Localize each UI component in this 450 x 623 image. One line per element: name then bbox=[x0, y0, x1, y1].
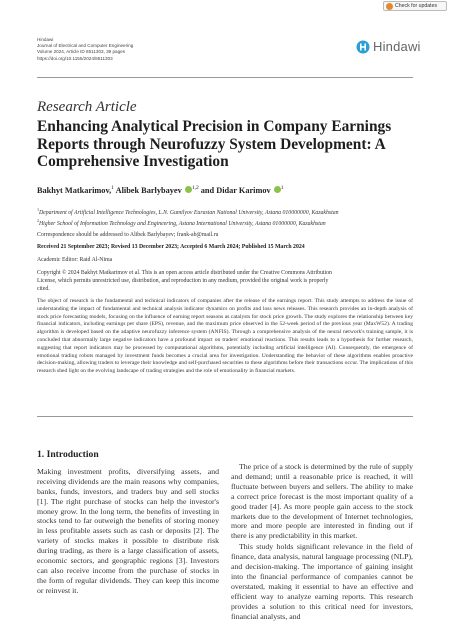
hindawi-logo-icon bbox=[356, 40, 370, 54]
body-column-right bbox=[231, 462, 413, 623]
title-line: Enhancing Analytical Precision in Company Earnings bbox=[37, 118, 392, 135]
author-name: Alibek Barlybayev bbox=[115, 185, 182, 195]
author-list bbox=[37, 185, 284, 195]
journal-publisher: Hindawi bbox=[37, 37, 54, 42]
orcid-icon[interactable] bbox=[274, 186, 281, 193]
affiliation-line bbox=[37, 217, 339, 228]
body-paragraph: Making investment profits, diversifying assets, and receiving dividends are the main reasons why companies, banks, funds, investors, and traders buy and sell stocks [1]. The right purchase of stocks can help the investor's money grow. In the long term, the benefits of investing in stocks tend to far outweigh the benefits of storing money in less profitable assets such as cash or deposits [2]. The variety of stocks makes it possible to distribute risk during trading, as there is a large classification of assets, economic sectors, and geographic regions [3]. Investors can also receive income from the purchase of stocks in the form of regular dividends. They can keep this income or reinvest it. bbox=[37, 466, 219, 595]
copyright-line: cited. bbox=[37, 285, 50, 292]
title-line: Comprehensive Investigation bbox=[37, 153, 229, 170]
journal-volume: Volume 2024, Article ID 8511303, 39 pages bbox=[37, 49, 126, 55]
affiliation-number: 1 bbox=[37, 207, 39, 212]
academic-editor: Academic Editor: Raid Al-Nima bbox=[37, 257, 113, 263]
body-column-left bbox=[37, 450, 219, 597]
affiliation-line bbox=[37, 206, 339, 217]
copyright-line: Copyright © 2024 Bakhyt Matkarimov et al. This is an open access article distributed under the Creative Commons Attribution bbox=[37, 270, 332, 276]
journal-name: Journal of Electrical and Computer Engineering bbox=[37, 43, 134, 49]
publication-dates: Received 21 September 2023; Revised 13 December 2023; Accepted 6 March 2024; Published 15 March 2024 bbox=[37, 244, 305, 250]
affiliations bbox=[37, 206, 339, 228]
affiliation-number: 2 bbox=[37, 217, 39, 223]
affiliation-text: Higher School of Information Technology and Engineering, Astana International University, Astana 01000000, Kazakhstan bbox=[39, 220, 326, 227]
copyright-notice bbox=[37, 270, 413, 293]
journal-metadata bbox=[37, 37, 133, 62]
hindawi-logo-text: Hindawi bbox=[373, 39, 421, 54]
check-for-updates-badge[interactable] bbox=[383, 1, 447, 11]
correspondence-note: Correspondence should be addressed to Alibek Barlybayev; frank-ab@mail.ru bbox=[37, 232, 219, 238]
header-divider bbox=[37, 77, 413, 78]
orcid-icon[interactable] bbox=[185, 186, 192, 193]
hindawi-logo bbox=[356, 39, 421, 54]
author-affiliation-mark: 1 bbox=[111, 185, 114, 191]
check-updates-label: Check for updates bbox=[395, 3, 438, 9]
article-type: Research Article bbox=[37, 99, 137, 115]
author-name: Bakhyt Matkarimov, bbox=[37, 185, 112, 195]
copyright-line: License, which permits unrestricted use, distribution, and reproduction in any medium, provided the original work is properly bbox=[37, 277, 329, 284]
author-affiliation-mark: 1 bbox=[280, 185, 284, 191]
body-paragraph: This study holds significant relevance in the field of finance, data analysis, natural language processing (NLP), and decision-making. The importance of gaining insight into the financial performance of companies cannot be overstated, making it essential to have an effective and efficient way to analyze earning reports. This research provides a solution to this critical need for investors, financial analysts, and bbox=[231, 542, 413, 621]
abstract: The object of research is the fundamental and technical indicators of companies after the release of the earnings report. This study attempts to address the issue of understanding the impact of fundamental and technical analysis indicator dynamics on profits and loss news releases. This research provides an in-depth analysis of stock price forecasting models, focusing on the influence of earning report seasons as catalysts for stock price growth. The study explores the relationship between key financial indicators, including earnings per share (EPS), revenue, and the maximum price observed in the 52-week period of the previous year (MaxW52). A trading algorithm is developed based on the adaptive neurofuzzy inference system (ANFIS). Through a comprehensive analysis of the neural network's training sample, it is concluded that abnormally large negative indicators have a profound impact on traders' emotional reactions. This results leads to a hypothesis for further research, suggesting that report indicators may be processed by computational algorithms, potentially including artificial intelligence (AI). Consequently, the emergence of emotional trading robots managed by investment funds becomes a crucial area for investigation. Understanding the behavior of these algorithms enables proactive decision-making, allowing traders to leverage their knowledge and self-purchased securities to these algorithms before their transactions occur. The implications of this research shed light on the evolving landscape of trading strategies and the role of emotionality in financial markets. bbox=[37, 298, 413, 375]
check-updates-icon bbox=[386, 3, 393, 10]
author-name: and Didar Karimov bbox=[200, 185, 271, 195]
journal-doi[interactable]: https://doi.org/10.1155/2024/8511303 bbox=[37, 55, 113, 61]
author-affiliation-mark: 1,2 bbox=[191, 185, 199, 191]
article-title bbox=[37, 118, 427, 171]
section-heading-introduction: 1. Introduction bbox=[37, 449, 99, 460]
abstract-divider bbox=[37, 416, 413, 417]
body-paragraph: The price of a stock is determined by the rule of supply and demand; until a reasonable price is reached, it will fluctuate between buyers and sellers. The ability to make a correct price forecast is the most important quality of a good trader [4]. As more people gain access to the stock markets due to the development of Internet technologies, more and more people are interested in finding out if there is any predictability in this market. bbox=[231, 462, 413, 541]
affiliation-text: Department of Artificial Intelligence Technologies, L.N. Gumilyov Eurasian National University, Astana 010000000, Kazakhstan bbox=[39, 209, 339, 216]
title-line: Reports through Neurofuzzy System Development: A bbox=[37, 135, 386, 153]
